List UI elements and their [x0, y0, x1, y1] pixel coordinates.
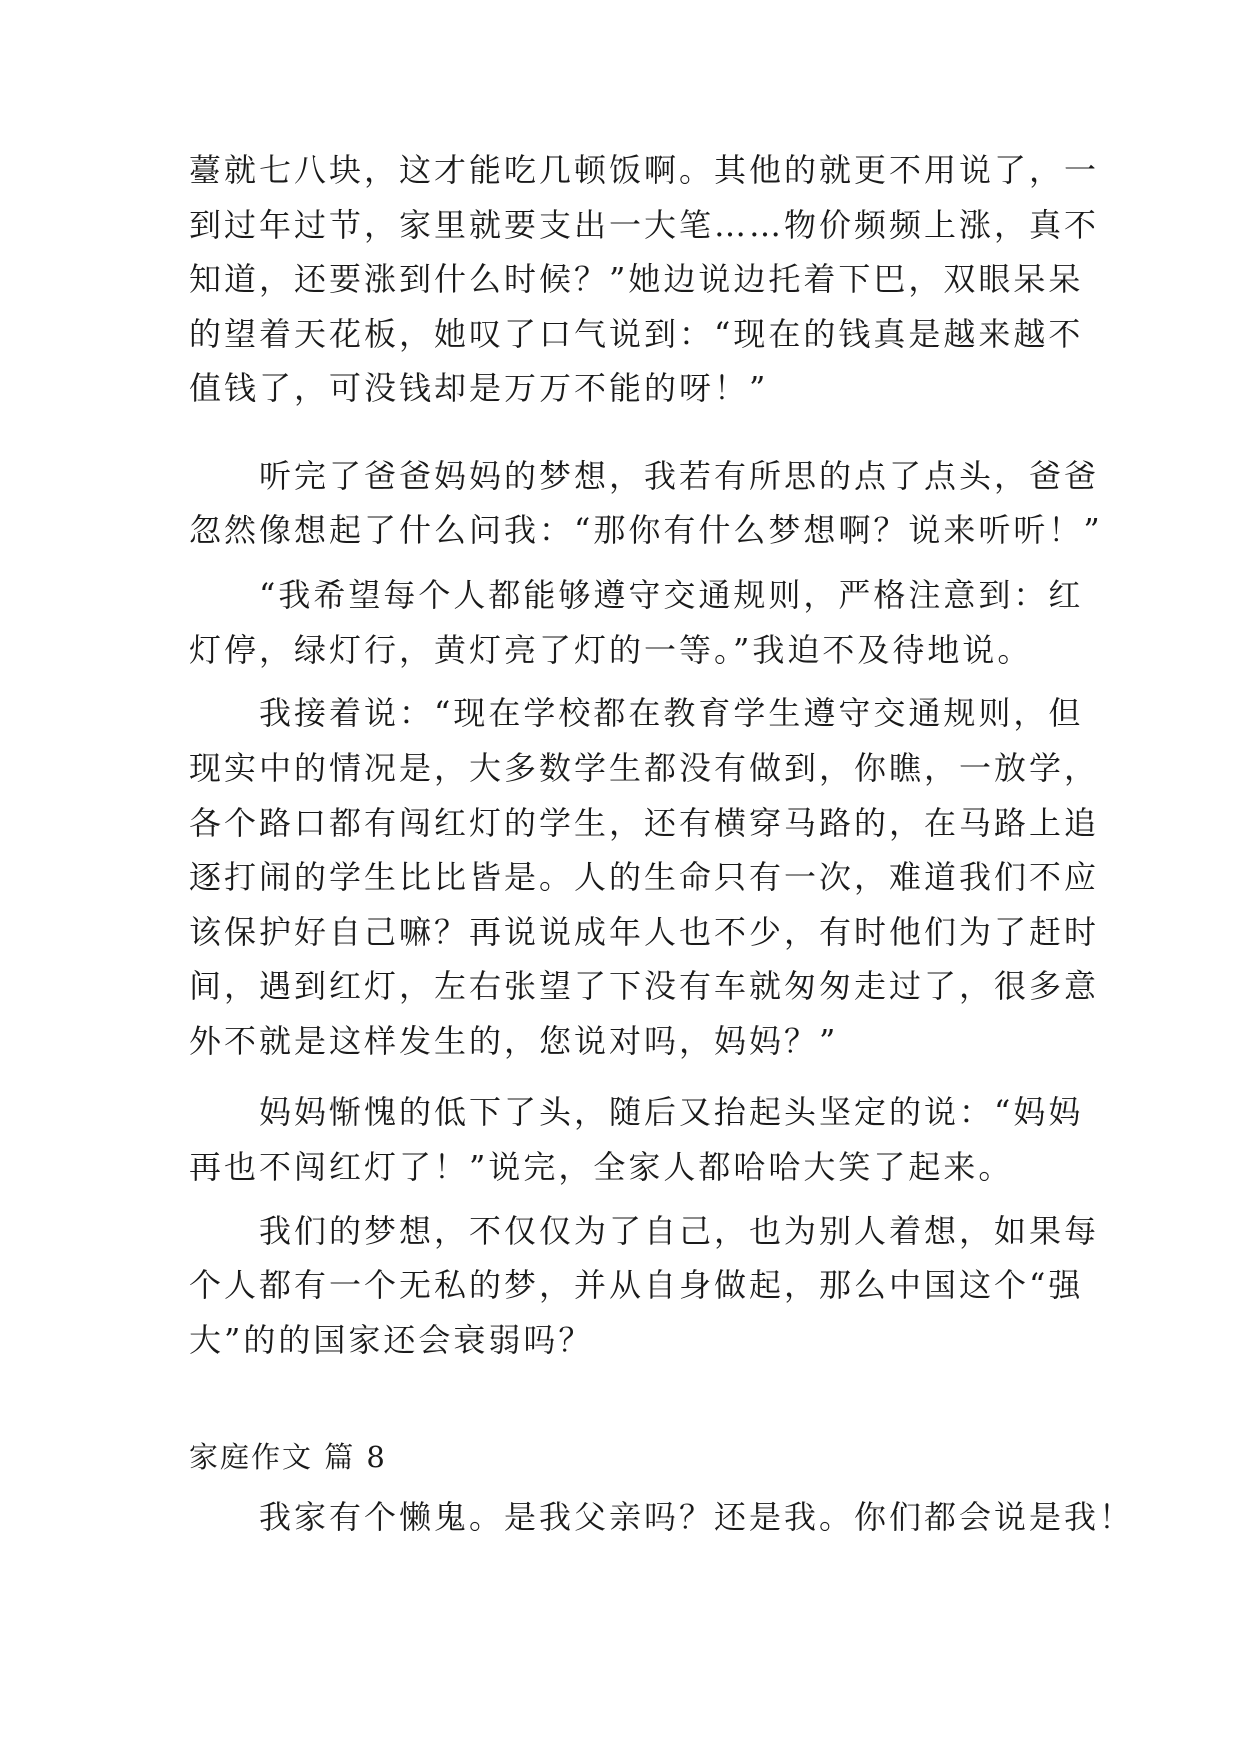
- body-text-line: 知道，还要涨到什么时候？”她边说边托着下巴，双眼呆呆: [189, 260, 1084, 298]
- paragraph-start-line: 妈妈惭愧的低下了头，随后又抬起头坚定的说：“妈妈: [189, 1093, 1084, 1131]
- body-text-line: 再也不闯红灯了！”说完，全家人都哈哈大笑了起来。: [189, 1148, 1014, 1186]
- body-text-line: 灯停，绿灯行，黄灯亮了灯的一等。”我迫不及待地说。: [189, 631, 1033, 669]
- section-heading: 家庭作文 篇 8: [189, 1440, 387, 1474]
- body-text-line: 间，遇到红灯，左右张望了下没有车就匆匆走过了，很多意: [189, 967, 1100, 1005]
- paragraph-start-line: 我们的梦想，不仅仅为了自己，也为别人着想，如果每: [189, 1212, 1100, 1250]
- paragraph-start-line: “我希望每个人都能够遵守交通规则，严格注意到：红: [189, 576, 1084, 614]
- paragraph-start-line: 听完了爸爸妈妈的梦想，我若有所思的点了点头，爸爸: [189, 457, 1100, 495]
- body-text-line: 现实中的情况是，大多数学生都没有做到，你瞧，一放学，: [189, 749, 1100, 787]
- body-text-line: 的望着天花板，她叹了口气说到：“现在的钱真是越来越不: [189, 315, 1084, 353]
- body-text-line: 大”的的国家还会衰弱吗？: [189, 1321, 594, 1359]
- body-text-line: 各个路口都有闯红灯的学生，还有横穿马路的，在马路上追: [189, 804, 1100, 842]
- body-text-line: 个人都有一个无私的梦，并从自身做起，那么中国这个“强: [189, 1266, 1084, 1304]
- body-text-line: 忽然像想起了什么问我：“那你有什么梦想啊？说来听听！”: [189, 511, 1103, 549]
- body-text-line: 该保护好自己嘛？再说说成年人也不少，有时他们为了赶时: [189, 913, 1100, 951]
- paragraph-start-line: 我接着说：“现在学校都在教育学生遵守交通规则，但: [189, 694, 1084, 732]
- body-text-line: 薹就七八块，这才能吃几顿饭啊。其他的就更不用说了，一: [189, 151, 1100, 189]
- body-text-line: 到过年过节，家里就要支出一大笔……物价频频上涨，真不: [189, 206, 1100, 244]
- body-text-line: 外不就是这样发生的，您说对吗，妈妈？”: [189, 1022, 839, 1060]
- paragraph-start-line: 我家有个懒鬼。是我父亲吗？还是我。你们都会说是我！: [189, 1498, 1135, 1536]
- body-text-line: 值钱了，可没钱却是万万不能的呀！”: [189, 369, 769, 407]
- body-text-line: 逐打闹的学生比比皆是。人的生命只有一次，难道我们不应: [189, 858, 1100, 896]
